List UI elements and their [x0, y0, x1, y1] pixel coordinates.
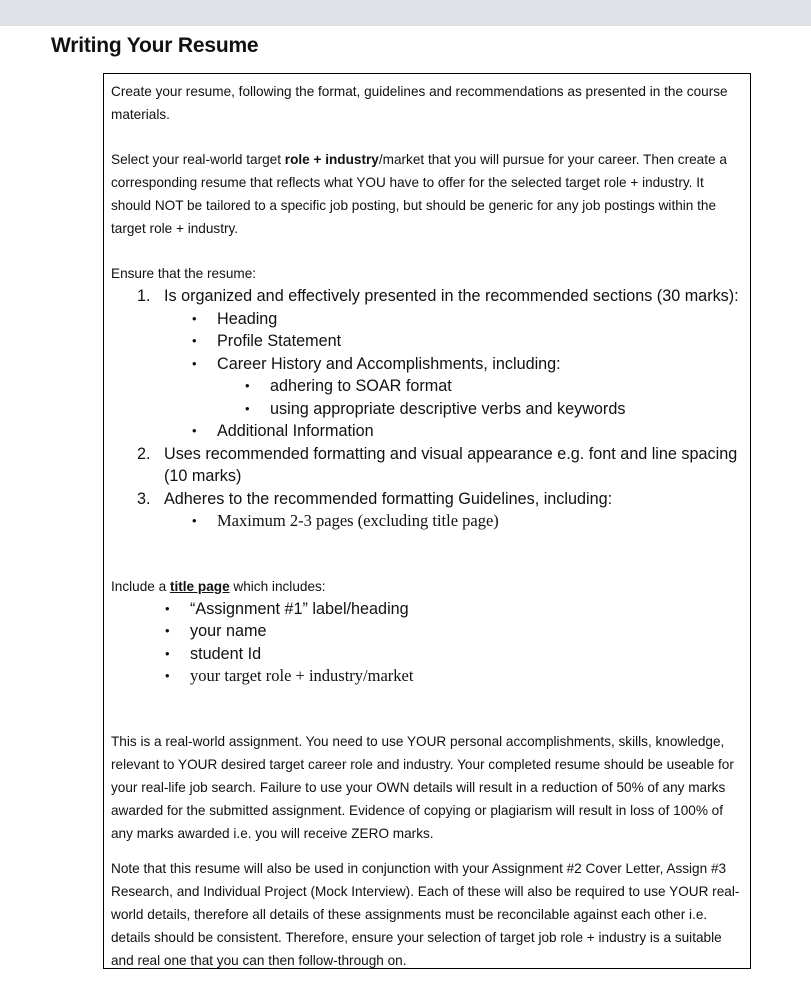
top-bar: [0, 0, 811, 26]
bullet-icon: •: [165, 668, 170, 683]
bullet-icon: •: [245, 378, 250, 393]
bullet-icon: •: [165, 645, 170, 661]
ensure-intro: Ensure that the resume:: [111, 266, 257, 281]
list-item: • your target role + industry/market: [164, 665, 742, 688]
list-item: • Maximum 2-3 pages (excluding title page): [191, 510, 742, 533]
guidelines-list: [164, 510, 742, 533]
title-page-intro: Include a title page which includes:: [111, 578, 326, 594]
list-item: • “Assignment #1” label/heading: [164, 598, 742, 621]
bullet-icon: •: [192, 513, 197, 528]
list-item: • Additional Information: [191, 420, 742, 443]
list-item: • Career History and Accomplishments, including: • adhering to SOAR format • using appropriate descriptive verbs and keywords: [191, 353, 742, 421]
list-item: • Profile Statement: [191, 330, 742, 353]
section-list: [164, 308, 742, 443]
real-world-paragraph: This is a real-world assignment. You need to use YOUR personal accomplishments, skills, knowledge, relevant to YOUR desired target career role and industry. Your completed resume should be useable for your real-life job search. Failure to use your OWN details will result in a reduction of 50% of any marks awarded for the submitted assignment. Evidence of copying or plagiarism will result in loss of 100% of any marks awarded i.e. you will receive ZERO marks.: [111, 733, 734, 841]
bullet-icon: •: [192, 333, 197, 348]
career-sublist: [217, 375, 742, 420]
list-item: • your name: [164, 620, 742, 643]
requirement-item-3: 3. Adheres to the recommended formatting Guidelines, including: • Maximum 2-3 pages (excluding title page): [137, 488, 742, 533]
page-title: Writing Your Resume: [51, 34, 259, 57]
bullet-icon: •: [165, 600, 170, 616]
title-page-list: [111, 598, 742, 688]
intro-paragraph: Create your resume, following the format, guidelines and recommendations as presented in the course materials.: [111, 84, 728, 122]
title-page-link: title page: [169, 578, 230, 594]
list-item: • Heading: [191, 308, 742, 331]
requirement-item-1: 1. Is organized and effectively presented in the recommended sections (30 marks): • Heading • Profile Statement • Career History and Accomplishments, including: • adhering to SOAR format • using appropriate descriptive verbs and keywords • Additional Information: [137, 285, 742, 443]
list-item: • student Id: [164, 643, 742, 666]
requirement-item-2: 2. Uses recommended formatting and visual appearance e.g. font and line spacing (10 marks): [137, 444, 738, 485]
bullet-icon: •: [192, 423, 197, 438]
list-item: • using appropriate descriptive verbs and keywords: [244, 398, 742, 421]
bullet-icon: •: [192, 355, 197, 371]
bullet-icon: •: [165, 623, 170, 638]
requirements-list: [111, 285, 742, 533]
list-item: • adhering to SOAR format: [244, 375, 742, 398]
role-industry-bold: role + industry: [284, 152, 379, 167]
bullet-icon: •: [192, 310, 197, 326]
assignment-box: [103, 73, 751, 969]
target-role-paragraph: Select your real-world target role + industry/market that you will pursue for your career. Then create a corresponding resume that reflects what YOU have to offer for the selected target role + industry. It should NOT be tailored to a specific job posting, but should be generic for any job postings within the target role + industry.: [111, 152, 727, 236]
bullet-icon: •: [245, 400, 250, 416]
consistency-paragraph: Note that this resume will also be used in conjunction with your Assignment #2 Cover Letter, Assign #3 Research, and Individual Project (Mock Interview). Each of these will also be required to use YOUR real-world details, therefore all details of these assignments must be reconcilable against each other i.e. details should be consistent. Therefore, ensure your selection of target job role + industry is a suitable and real one that you can then follow-through on.: [111, 860, 740, 968]
